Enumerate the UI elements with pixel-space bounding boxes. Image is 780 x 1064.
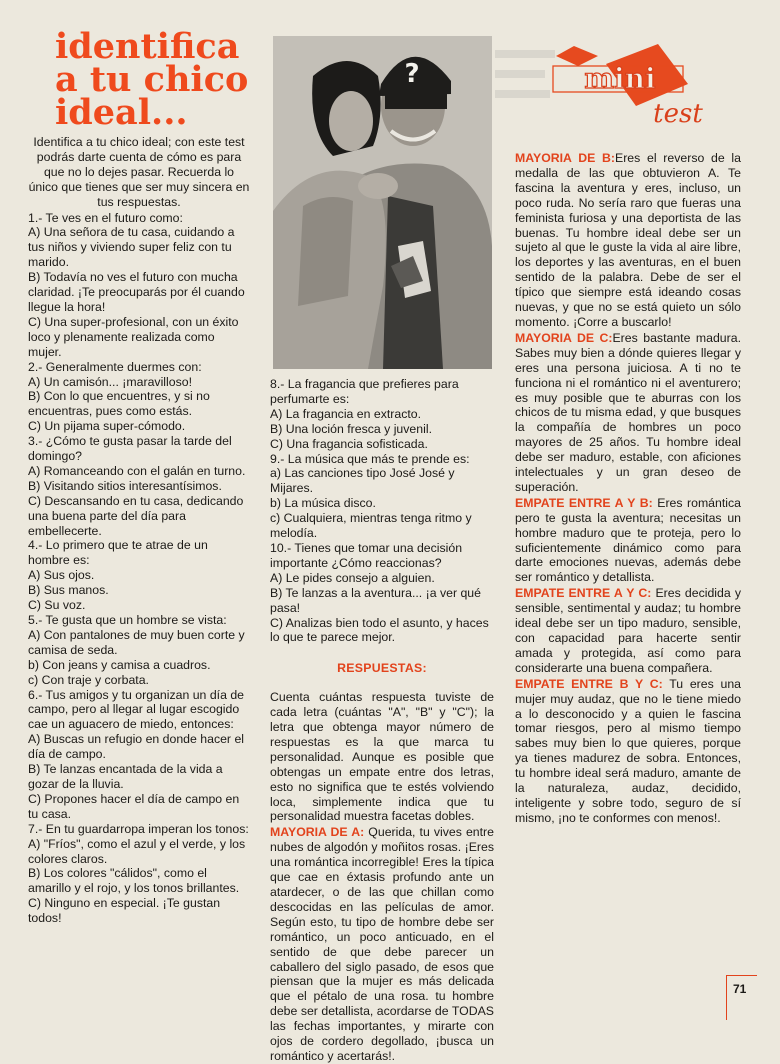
- respuestas-heading: RESPUESTAS:: [337, 661, 427, 676]
- answer-10a: A) Le pides consejo a alguien.: [270, 570, 435, 585]
- answer-7c: C) Ninguno en especial. ¡Te gustan todos!: [28, 896, 221, 926]
- couple-photo: [273, 36, 492, 369]
- answer-10c: C) Analizas bien todo el asunto, y haces lo que te parece mejor.: [270, 615, 489, 645]
- result-empate-bc: [515, 677, 741, 826]
- result-text-a: Querida, tu vives entre nubes de algodón y moñitos rosas. ¡Eres una romántica incorregible! Eres la típica que cae en éxtasis profundo ante un atardecer, o de las que chillan como descocidas en las películas de amor. Según esto, tu tipo de hombre debe ser romántico, un poco anticuado, en el sentido de que debe parecer un caballero del siglo pasado, de esos que piensan que la mujer es más delicada que el pétalo de una rosa. tu hombre debe ser detallista, acordarse de TODAS las fechas importantes, y mirarte con ojos de cordero degollado, ¡busca un romántico y acertarás!.: [270, 825, 494, 1063]
- result-label-ab: EMPATE ENTRE A Y B:: [515, 495, 653, 510]
- answer-3c: C) Descansando en tu casa, dedicando una buena parte del día para embellecerte.: [28, 493, 244, 538]
- answer-9c: c) Cualquiera, mientras tenga ritmo y melodía.: [270, 511, 472, 541]
- question-10: 10.- Tienes que tomar una decisión importante ¿Cómo reaccionas?: [270, 540, 463, 570]
- question-3: 3.- ¿Cómo te gusta pasar la tarde del domingo?: [28, 434, 232, 464]
- result-text-ac: Eres decidida y sensible, sentimental y audaz; tu hombre ideal debe ser un tipo maduro, sensible, con capacidad para hacerte sentir amada y protegida, así como para considerarte una buena compañera.: [515, 586, 741, 675]
- answer-7b: B) Los colores "cálidos", como el amarillo y el rojo, y los tonos brillantes.: [28, 866, 240, 896]
- result-label-ac: EMPATE ENTRE A Y C:: [515, 586, 652, 601]
- answer-2b: B) Con lo que encuentres, y si no encuentras, pues como estás.: [28, 389, 210, 419]
- answer-3b: B) Visitando sitios interesantísimos.: [28, 478, 222, 493]
- page-number-box: [726, 975, 757, 1020]
- answer-6b: B) Te lanzas encantada de la vida a gozar de la lluvia.: [28, 762, 223, 791]
- result-text-ab: Eres romántica pero te gusta la aventura; necesitas un hombre maduro que te proteja, pero lo suficientemente dinámico como para darte emociones nuevas, además debe ser romántico y detallista.: [515, 495, 741, 585]
- question-mark-icon: ?: [404, 59, 420, 89]
- answer-1a: A) Una señora de tu casa, cuidando a tus niños y viviendo super feliz con tu marido.: [28, 225, 235, 270]
- question-7: 7.- En tu guardarropa imperan los tonos:: [28, 821, 249, 836]
- result-text-c: Eres bastante madura. Sabes muy bien a dónde quieres llegar y eres una persona juiciosa. A ti no te funciona ni el romántico ni el aventurero; es muy posible que te aburras con los chicos de tu misma edad, y que busques la compañía de hombres un poco mayores de 25 años. Tu hombre ideal debe ser maduro, estable, con aficiones intelectuales y un gran deseo de superación.: [515, 330, 741, 494]
- answer-2c: C) Un pijama super-cómodo.: [28, 419, 186, 434]
- answer-4a: A) Sus ojos.: [28, 568, 95, 583]
- result-mayoria-a: [270, 825, 494, 1064]
- result-label-c: MAYORIA DE C:: [515, 330, 613, 345]
- logo-word-test: test: [653, 99, 703, 129]
- result-label-bc: EMPATE ENTRE B Y C:: [515, 676, 663, 691]
- page-number: 71: [733, 982, 747, 996]
- logo-word-mini: mini: [584, 62, 656, 95]
- answer-2a: A) Un camisón... ¡maravilloso!: [28, 374, 193, 389]
- title-line-3: ideal...: [55, 92, 188, 133]
- question-6: 6.- Tus amigos y tu organizan un día de campo, pero al llegar al lugar escogido cae un aguacero de miedo, entonces:: [28, 687, 245, 732]
- result-mayoria-b: [515, 151, 741, 330]
- results-column-3: [515, 150, 741, 826]
- result-label-b: MAYORIA DE B:: [515, 151, 615, 165]
- couple-illustration: [273, 36, 492, 369]
- answer-1c: C) Una super-profesional, con un éxito loco y plenamente realizada como mujer.: [28, 314, 239, 359]
- title-line-1: identifica: [55, 26, 240, 67]
- respuestas-intro: Cuenta cuántas respuesta tuviste de cada letra (cuántas "A", "B" y "C"); la letra que obtenga mayor número de respuestas es la que marca tu personalidad. Aunque es posible que obtengas un empate entre dos letras, esto no significa que te estés volviendo loca, simplemente indica que tu personalidad muestra facetas dobles.: [270, 690, 494, 824]
- question-1: 1.- Te ves en el futuro como:: [28, 210, 183, 225]
- question-2: 2.- Generalmente duermes con:: [28, 359, 202, 374]
- title-line-2: a tu chico: [55, 59, 249, 100]
- answer-4b: B) Sus manos.: [28, 583, 109, 598]
- answer-4c: C) Su voz.: [28, 598, 86, 613]
- answer-6a: A) Buscas un refugio en donde hacer el día de campo.: [28, 732, 245, 762]
- question-5: 5.- Te gusta que un hombre se vista:: [28, 613, 227, 627]
- result-empate-ab: [515, 496, 741, 585]
- question-4: 4.- Lo primero que te atrae de un hombre es:: [28, 538, 208, 568]
- answer-7a: A) "Fríos", como el azul y el verde, y los colores claros.: [28, 836, 246, 866]
- result-text-b: Eres el reverso de la medalla de las que obtuvieron A. Te fascina la aventura y eres, incluso, un poco ruda. No sería raro que fueras una feminista furiosa y una deportista de las buenas. Tu hombre ideal debe ser un sujeto al que le guste la vida al aire libre, los deportes y las aventuras, en el buen sentido de la palabra. Debe de ser el típico que siempre está ideando cosas nuevas, y que no se está quieto un sólo momento. ¡Corre a buscarlo!: [515, 151, 742, 329]
- result-label-a: MAYORIA DE A:: [270, 825, 365, 840]
- answer-8a: A) La fragancia en extracto.: [270, 406, 422, 421]
- answer-3a: A) Romanceando con el galán en turno.: [28, 463, 246, 478]
- result-mayoria-c: [515, 331, 741, 495]
- result-empate-ac: [515, 586, 741, 675]
- question-8: 8.- La fragancia que prefieres para perfumarte es:: [270, 377, 459, 406]
- answer-8c: C) Una fragancia sofisticada.: [270, 436, 428, 451]
- answer-5b: b) Con jeans y camisa a cuadros.: [28, 657, 211, 672]
- answer-9b: b) La música disco.: [270, 496, 376, 511]
- result-text-bc: Tu eres una mujer muy audaz, que no le tiene miedo a lo desconocido y a quien le fascina tomar riesgos, pero al mismo tiempo sabes muy bien lo que quieres, porque ya tienes madurez de sobra. Entonces, tu hombre ideal será maduro, amante de la naturaleza, audaz, decidido, inteligente y sobre todo, seguro de sí mismo, ¡no te conformes con menos!.: [515, 676, 742, 825]
- answer-8b: B) Una loción fresca y juvenil.: [270, 421, 432, 436]
- intro-paragraph: Identifica a tu chico ideal; con este test podrás darte cuenta de cómo es para que no lo dejes pasar. Recuerda lo único que tienes que ser muy sincera en tus respuestas.: [28, 135, 250, 209]
- answer-6c: C) Propones hacer el día de campo en tu casa.: [28, 791, 240, 821]
- answer-10b: B) Te lanzas a la aventura... ¡a ver qué pasa!: [270, 585, 481, 615]
- questions-column-2: [270, 377, 494, 1064]
- answer-1b: B) Todavía no ves el futuro con mucha claridad. ¡Te preocuparás por él cuando llegue la hora!: [28, 270, 245, 314]
- question-9: 9.- La música que más te prende es:: [270, 451, 470, 466]
- questions-column-1: [28, 135, 250, 926]
- page-title: [55, 26, 270, 133]
- answer-5c: c) Con traje y corbata.: [28, 672, 149, 687]
- mini-test-logo: [538, 26, 738, 136]
- answer-5a: A) Con pantalones de muy buen corte y camisa de seda.: [28, 627, 245, 657]
- answer-9a: a) Las canciones tipo José José y Mijares.: [270, 466, 455, 496]
